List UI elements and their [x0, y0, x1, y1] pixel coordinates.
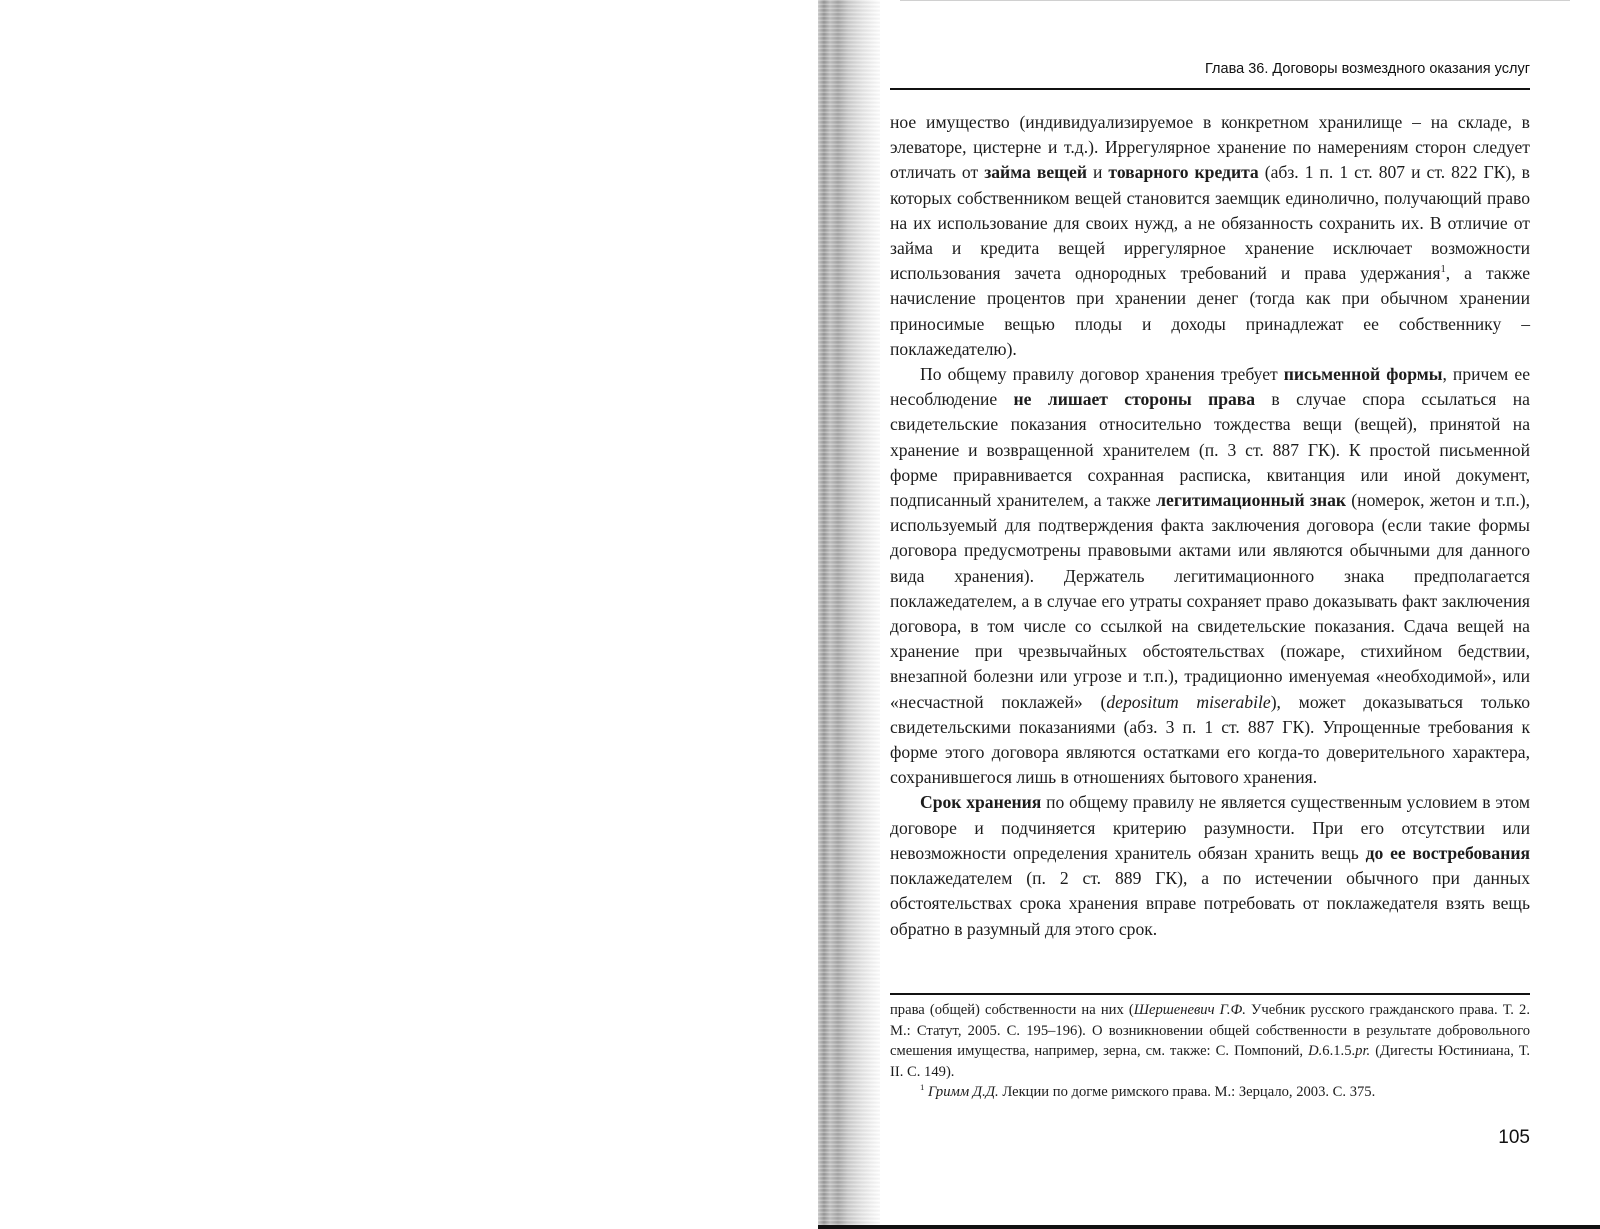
footnotes	[890, 1000, 1530, 1103]
footnote-rule	[890, 993, 1530, 995]
page-bottom-edge	[818, 1225, 1600, 1229]
paragraph-irregular-storage: ное имущество (индивидуализируемое в конкретном хранилище – на складе, в элеваторе, цистерне и т.д.). Иррегулярное хранение по намерениям сторон следует отличать от займа вещей и товарного кредита (абз. 1 п. 1 ст. 807 и ст. 822 ГК), в которых собственником вещей становится заемщик единолично, получающий право на их использование для своих нужд, а не обязанность сохранить их. В отличие от займа и кредита вещей иррегулярное хранение исключает возможности использования зачета однородных требований и права удержания$^1$, а также начисление процентов при хранении денег (тогда как при обычном хранении приносимые вещью плоды и доходы принадлежат ее собственнику – поклажедателю).	[890, 112, 1530, 359]
footnote-marker: 1	[920, 1082, 925, 1093]
paragraph-written-form: По общему правилу договор хранения требует письменной формы, причем ее несоблюдение не лишает стороны права в случае спора ссылаться на свидетельские показания относительно тождества вещи (вещей), принятой на хранение и возвращенной хранителем (п. 3 ст. 887 ГК). К простой письменной форме приравнивается сохранная расписка, квитанция или иной документ, подписанный хранителем, а также легитимационный знак (номерок, жетон и т.п.), используемый для подтверждения факта заключения договора (если такие формы договора предусмотрены правовыми актами или являются обычными для данного вида хранения). Держатель легитимационного знака предполагается поклажедателем, а в случае его утраты сохраняет право доказывать факт заключения договора, в том числе со ссылкой на свидетельские показания. Сдача вещей на хранение при чрезвычайных обстоятельствах (пожаре, стихийном бедствии, внезапной болезни или угрозе и т.п.), традиционно именуемая «необходимой», или «несчастной поклажей» (depositum miserabile), может доказываться только свидетельскими показаниями (абз. 3 п. 1 ст. 887 ГК). Упрощенные требования к форме этого договора являются остатками его когда-то доверительного характера, сохранившегося лишь в отношениях бытового хранения.	[890, 364, 1531, 788]
bold-term: легитимационный знак	[1156, 490, 1347, 511]
bold-term: до ее востребования	[1365, 842, 1530, 863]
bold-term: не лишает стороны права	[1013, 389, 1256, 410]
bold-term: займа вещей	[984, 162, 1087, 183]
bold-term: письменной формы	[1283, 364, 1443, 385]
running-head: Глава 36. Договоры возмездного оказания услуг	[1205, 61, 1530, 77]
page-top-edge	[900, 0, 1570, 1]
bold-term: товарного кредита	[1108, 162, 1259, 183]
paragraph-storage-term: Срок хранения по общему правилу не является существенным условием в этом договоре и подчиняется критерию разумности. При его отсутствии или невозможности определения хранитель обязан хранить вещь до ее востребования поклажедателем (п. 2 ст. 889 ГК), а по истечении обычного при данных обстоятельствах срока хранения вправе потребовать от поклажедателя взять вещь обратно в разумный для этого срок.	[890, 792, 1530, 939]
book-gutter-shadow	[818, 0, 880, 1229]
italic-term: depositum miserabile	[1106, 691, 1271, 712]
bold-term: Срок хранения	[920, 792, 1042, 813]
footnote-1: $^1$ Гримм Д.Д. Лекции по догме римского права. М.: Зерцало, 2003. С. 375.	[920, 1082, 1376, 1100]
page-number: 105	[1498, 1127, 1530, 1148]
header-rule	[890, 88, 1530, 90]
main-text	[890, 110, 1530, 942]
footnote-ref[interactable]: 1	[1440, 264, 1446, 276]
footnote-continued: права (общей) собственности на них (Шершеневич Г.Ф. Учебник русского гражданского права. Т. 2. М.: Статут, 2005. С. 195–196). О возникновении общей собственности в результате добровольного смешения имущества, например, зерна, см. также: С. Помпоний, D.6.1.5.pr. (Дигесты Юстиниана, Т. II. С. 149).	[890, 1002, 1531, 1080]
